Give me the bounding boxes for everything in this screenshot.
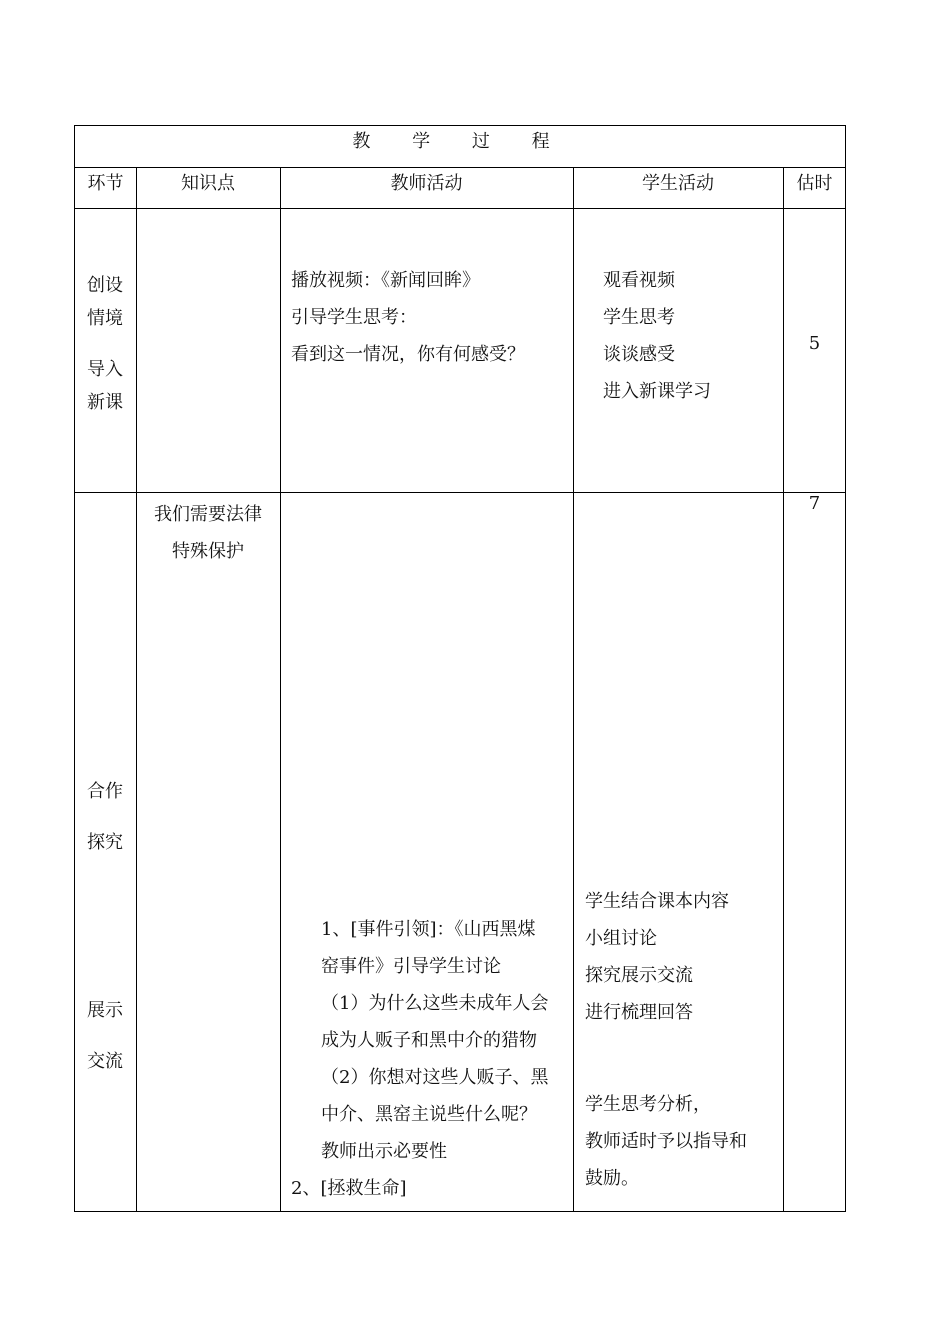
header-teacher: 教师活动 — [390, 173, 463, 194]
row1-stage-line: 导入 — [87, 359, 123, 380]
teacher-line: 成为人贩子和黑中介的猎物 — [321, 1030, 537, 1051]
teacher-line: 看到这一情况，你有何感受？ — [291, 344, 525, 365]
row-divider — [75, 492, 845, 493]
row1-stage-line: 创设 — [87, 275, 123, 296]
teacher-line: 1、[事件引领]：《山西黑煤 — [321, 919, 536, 940]
row1-student-activity — [603, 269, 711, 417]
row2-student-activity-b — [585, 1093, 747, 1204]
row2-student-activity-a — [585, 890, 729, 1038]
row-divider — [75, 208, 845, 209]
student-line: 鼓励。 — [585, 1168, 639, 1189]
student-line: 进行梳理回答 — [585, 1002, 693, 1023]
student-line: 观看视频 — [603, 270, 675, 291]
column-divider — [783, 167, 784, 1211]
row1-teacher-activity — [291, 269, 525, 380]
teacher-line: （1）为什么这些未成年人会 — [321, 993, 549, 1014]
row1-stage-line: 新课 — [87, 392, 123, 413]
row2-knowledge — [136, 503, 280, 577]
student-line: 教师适时予以指导和 — [585, 1131, 747, 1152]
teaching-process-table — [74, 125, 846, 1212]
teacher-line: 窑事件》引导学生讨论 — [321, 956, 501, 977]
row2-teacher-activity — [291, 918, 548, 1214]
table-title: 教 学 过 程 — [352, 131, 568, 152]
teacher-line: （2）你想对这些人贩子、黑 — [321, 1067, 549, 1088]
row1-time: 5 — [808, 333, 821, 354]
teacher-line: 教师出示必要性 — [321, 1141, 447, 1162]
row1-stage-line: 情境 — [87, 308, 123, 329]
student-line: 学生思考 — [603, 307, 675, 328]
row2-stage-line: 交流 — [87, 1051, 123, 1072]
teacher-line: 引导学生思考： — [291, 307, 417, 328]
column-divider — [136, 167, 137, 1211]
student-line: 探究展示交流 — [585, 965, 693, 986]
row2-time: 7 — [808, 493, 821, 514]
student-line: 小组讨论 — [585, 928, 657, 949]
row-divider — [75, 167, 845, 168]
student-line: 谈谈感受 — [603, 344, 675, 365]
teacher-line: 2、[拯救生命] — [291, 1178, 407, 1199]
student-line: 进入新课学习 — [603, 381, 711, 402]
student-line: 学生结合课本内容 — [585, 891, 729, 912]
teacher-line: 播放视频：《新闻回眸》 — [291, 270, 480, 291]
row2-stage-line: 合作 — [87, 781, 123, 802]
header-stage: 环节 — [87, 173, 124, 194]
column-divider — [573, 167, 574, 1211]
knowledge-line: 我们需要法律 — [154, 504, 262, 525]
column-divider — [280, 167, 281, 1211]
student-line: 学生思考分析， — [585, 1094, 711, 1115]
teacher-line: 中介、黑窑主说些什么呢？ — [321, 1104, 537, 1125]
header-time: 估时 — [796, 173, 833, 194]
row2-stage-line: 探究 — [87, 832, 123, 853]
row2-stage-line: 展示 — [87, 1000, 123, 1021]
header-student: 学生活动 — [642, 173, 714, 194]
knowledge-line: 特殊保护 — [172, 541, 244, 562]
header-knowledge: 知识点 — [181, 173, 235, 194]
